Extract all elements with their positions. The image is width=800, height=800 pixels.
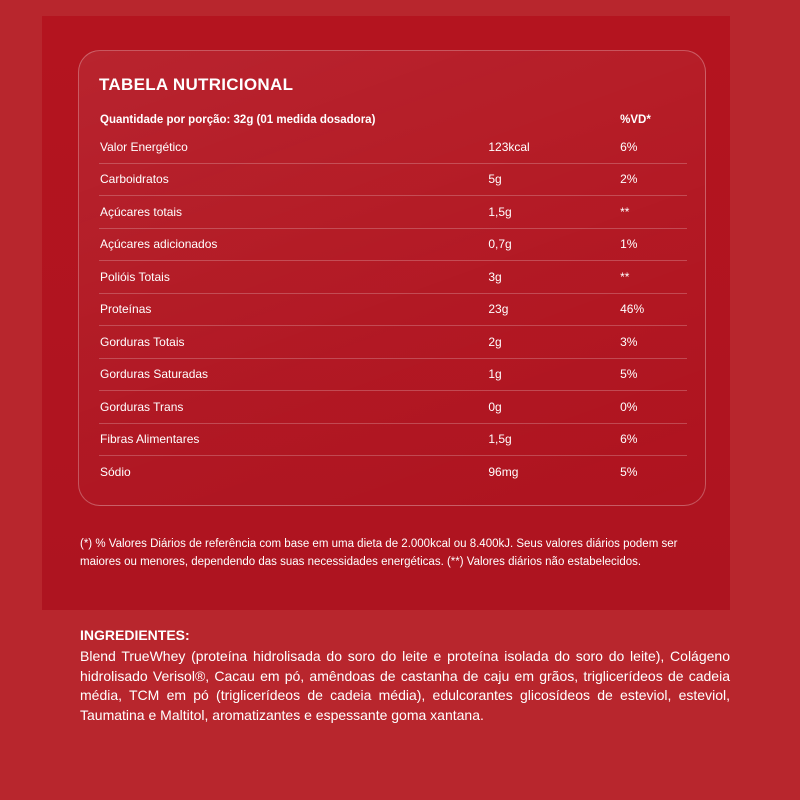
nutrient-vd: 5% <box>620 465 638 480</box>
nutrient-vd: 46% <box>620 302 645 317</box>
table-row <box>99 196 687 229</box>
nutrient-name: Açúcares adicionados <box>100 237 218 252</box>
table-row <box>99 164 687 197</box>
nutrient-amount: 123kcal <box>488 139 530 154</box>
nutrient-name: Proteínas <box>100 302 152 317</box>
nutrient-name: Sódio <box>100 465 131 480</box>
nutrition-table <box>99 109 687 489</box>
table-row <box>99 294 687 327</box>
ingredients-text: Blend TrueWhey (proteína hidrolisada do soro do leite e proteína isolada do soro do leite), Colágeno hidrolisado Verisol®, Cacau em pó, amêndoas de castanha de caju em grãos, triglicerídeos de cadeia média, TCM em pó (triglicerídeos de cadeia média), edulcorantes glicosídeos de esteviol, esteviol, Taumatina e Maltitol, aromatizantes e espessante goma xantana. <box>80 648 730 723</box>
nutrient-amount: 1g <box>488 367 502 382</box>
nutrient-amount: 1,5g <box>488 432 512 447</box>
nutrient-amount: 3g <box>488 269 502 284</box>
nutrient-vd: 6% <box>620 139 638 154</box>
nutrient-amount: 0g <box>488 399 502 414</box>
table-body <box>99 131 687 489</box>
nutrient-name: Gorduras Trans <box>100 399 184 414</box>
table-row <box>99 131 687 164</box>
table-row <box>99 456 687 489</box>
nutrient-amount: 2g <box>488 334 502 349</box>
table-row <box>99 391 687 424</box>
table-row <box>99 424 687 457</box>
nutrient-amount: 5g <box>488 172 502 187</box>
nutrient-name: Fibras Alimentares <box>100 432 200 447</box>
footnote: (*) % Valores Diários de referência com base em uma dieta de 2.000kcal ou 8.400kJ. Seus valores diários podem ser maiores ou menores, dependendo das suas necessidades energéticas. (**) Valores diários não estabelecidos. <box>80 538 678 568</box>
table-title: TABELA NUTRICIONAL <box>99 75 294 94</box>
nutrient-vd: 1% <box>620 237 638 252</box>
table-row <box>99 229 687 262</box>
nutrient-vd: 6% <box>620 432 638 447</box>
table-row <box>99 261 687 294</box>
nutrient-amount: 96mg <box>488 465 519 480</box>
nutrient-name: Gorduras Totais <box>100 334 185 349</box>
nutrient-vd: 3% <box>620 334 638 349</box>
ingredients-section <box>80 625 730 725</box>
nutrient-name: Polióis Totais <box>100 269 170 284</box>
nutrient-name: Carboidratos <box>100 172 169 187</box>
nutrient-vd: ** <box>620 269 630 284</box>
nutrient-vd: ** <box>620 204 630 219</box>
nutrient-name: Valor Energético <box>100 139 188 154</box>
header-vd: %VD* <box>620 114 651 126</box>
header-portion: Quantidade por porção: 32g (01 medida dosadora) <box>100 114 376 126</box>
nutrient-vd: 2% <box>620 172 638 187</box>
table-row <box>99 326 687 359</box>
nutrient-name: Gorduras Saturadas <box>100 367 209 382</box>
nutrient-amount: 0,7g <box>488 237 512 252</box>
ingredients-title: INGREDIENTES: <box>80 627 190 643</box>
nutrient-vd: 0% <box>620 399 638 414</box>
table-header-row <box>99 109 687 131</box>
nutrient-amount: 1,5g <box>488 204 512 219</box>
nutrient-vd: 5% <box>620 367 638 382</box>
nutrient-name: Açúcares totais <box>100 204 183 219</box>
nutrient-amount: 23g <box>488 302 509 317</box>
table-row <box>99 359 687 392</box>
nutrition-table-card <box>78 50 706 506</box>
